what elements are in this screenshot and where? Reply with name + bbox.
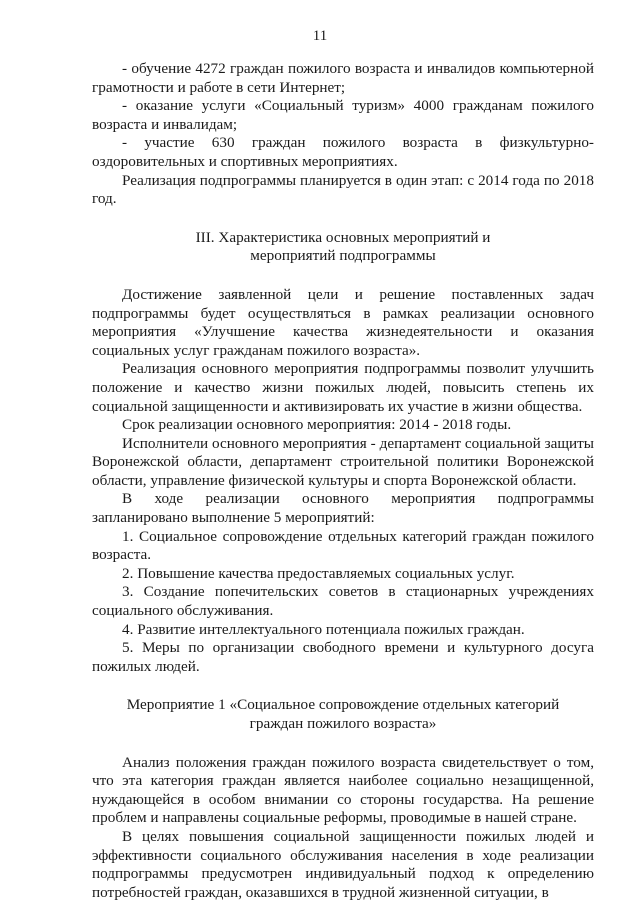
page-number: 11 — [312, 28, 328, 44]
section-3-paragraph-1: Достижение заявленной цели и решение поставленных задач подпрограммы будет осуществляться в рамках реализации основного мероприятия «Улучшение качества жизнедеятельности и оказания социальных услуг гражданам пожилого возраста». — [92, 285, 594, 359]
section-3-heading-line-1: III. Характеристика основных мероприятий и — [195, 228, 491, 246]
section-3-heading — [92, 229, 594, 266]
intro-paragraph-1: - обучение 4272 граждан пожилого возраста и инвалидов компьютерной грамотности и работе в сети Интернет; — [92, 60, 594, 96]
section-3-list-item-3: 3. Создание попечительских советов в стационарных учреждениях социального обслуживания. — [92, 583, 594, 620]
measure-1-heading-line-2: граждан пожилого возраста» — [249, 715, 437, 732]
intro-paragraph-4: Реализация подпрограммы планируется в один этап: с 2014 года по 2018 год. — [92, 171, 594, 208]
section-3-list-item-5: 5. Меры по организации свободного времени и культурного досуга пожилых людей. — [92, 639, 594, 675]
measure-1-paragraph-2: В целях повышения социальной защищенности пожилых людей и эффективности социального обслуживания населения в ходе реализации подпрограммы предусмотрен индивидуальный подход к определению потребностей граждан, оказавшихся в трудной жизненной ситуации, в — [92, 827, 594, 901]
section-3-list-item-1: 1. Социальное сопровождение отдельных категорий граждан пожилого возраста. — [92, 527, 594, 564]
intro-paragraph-3: - участие 630 граждан пожилого возраста в физкультурно-оздоровительных и спортивных мероприятиях. — [92, 134, 594, 170]
section-3-paragraph-5: В ходе реализации основного мероприятия подпрограммы запланировано выполнение 5 мероприятий: — [92, 490, 594, 527]
page-content — [92, 60, 594, 902]
section-3-paragraph-2: Реализация основного мероприятия подпрограммы позволит улучшить положение и качество жизни пожилых людей, повысить степень их социальной защищенности и активизировать их участие в жизни общества. — [92, 360, 594, 415]
section-3-paragraph-4: Исполнители основного мероприятия - департамент социальной защиты Воронежской области, департамент строительной политики Воронежской области, управление физической культуры и спорта Воронежской области. — [92, 434, 594, 489]
section-3-list-item-2: 2. Повышение качества предоставляемых социальных услуг. — [122, 564, 515, 582]
measure-1-heading — [92, 696, 594, 733]
intro-paragraph-2: - оказание услуги «Социальный туризм» 4000 гражданам пожилого возраста и инвалидам; — [92, 97, 594, 133]
measure-1-heading-line-1: Мероприятие 1 «Социальное сопровождение отдельных категорий — [126, 696, 560, 714]
measure-1-paragraph-1: Анализ положения граждан пожилого возраста свидетельствует о том, что эта категория граждан является наиболее социально незащищенной, нуждающейся в особом внимании со стороны государства. На решение проблем и направлены социальные реформы, проводимые в нашей стране. — [92, 753, 594, 827]
section-3-list-item-4: 4. Развитие интеллектуального потенциала пожилых граждан. — [122, 620, 525, 638]
section-3-heading-line-2: мероприятий подпрограммы — [250, 247, 436, 265]
section-3-paragraph-3: Срок реализации основного мероприятия: 2014 - 2018 годы. — [122, 416, 512, 434]
